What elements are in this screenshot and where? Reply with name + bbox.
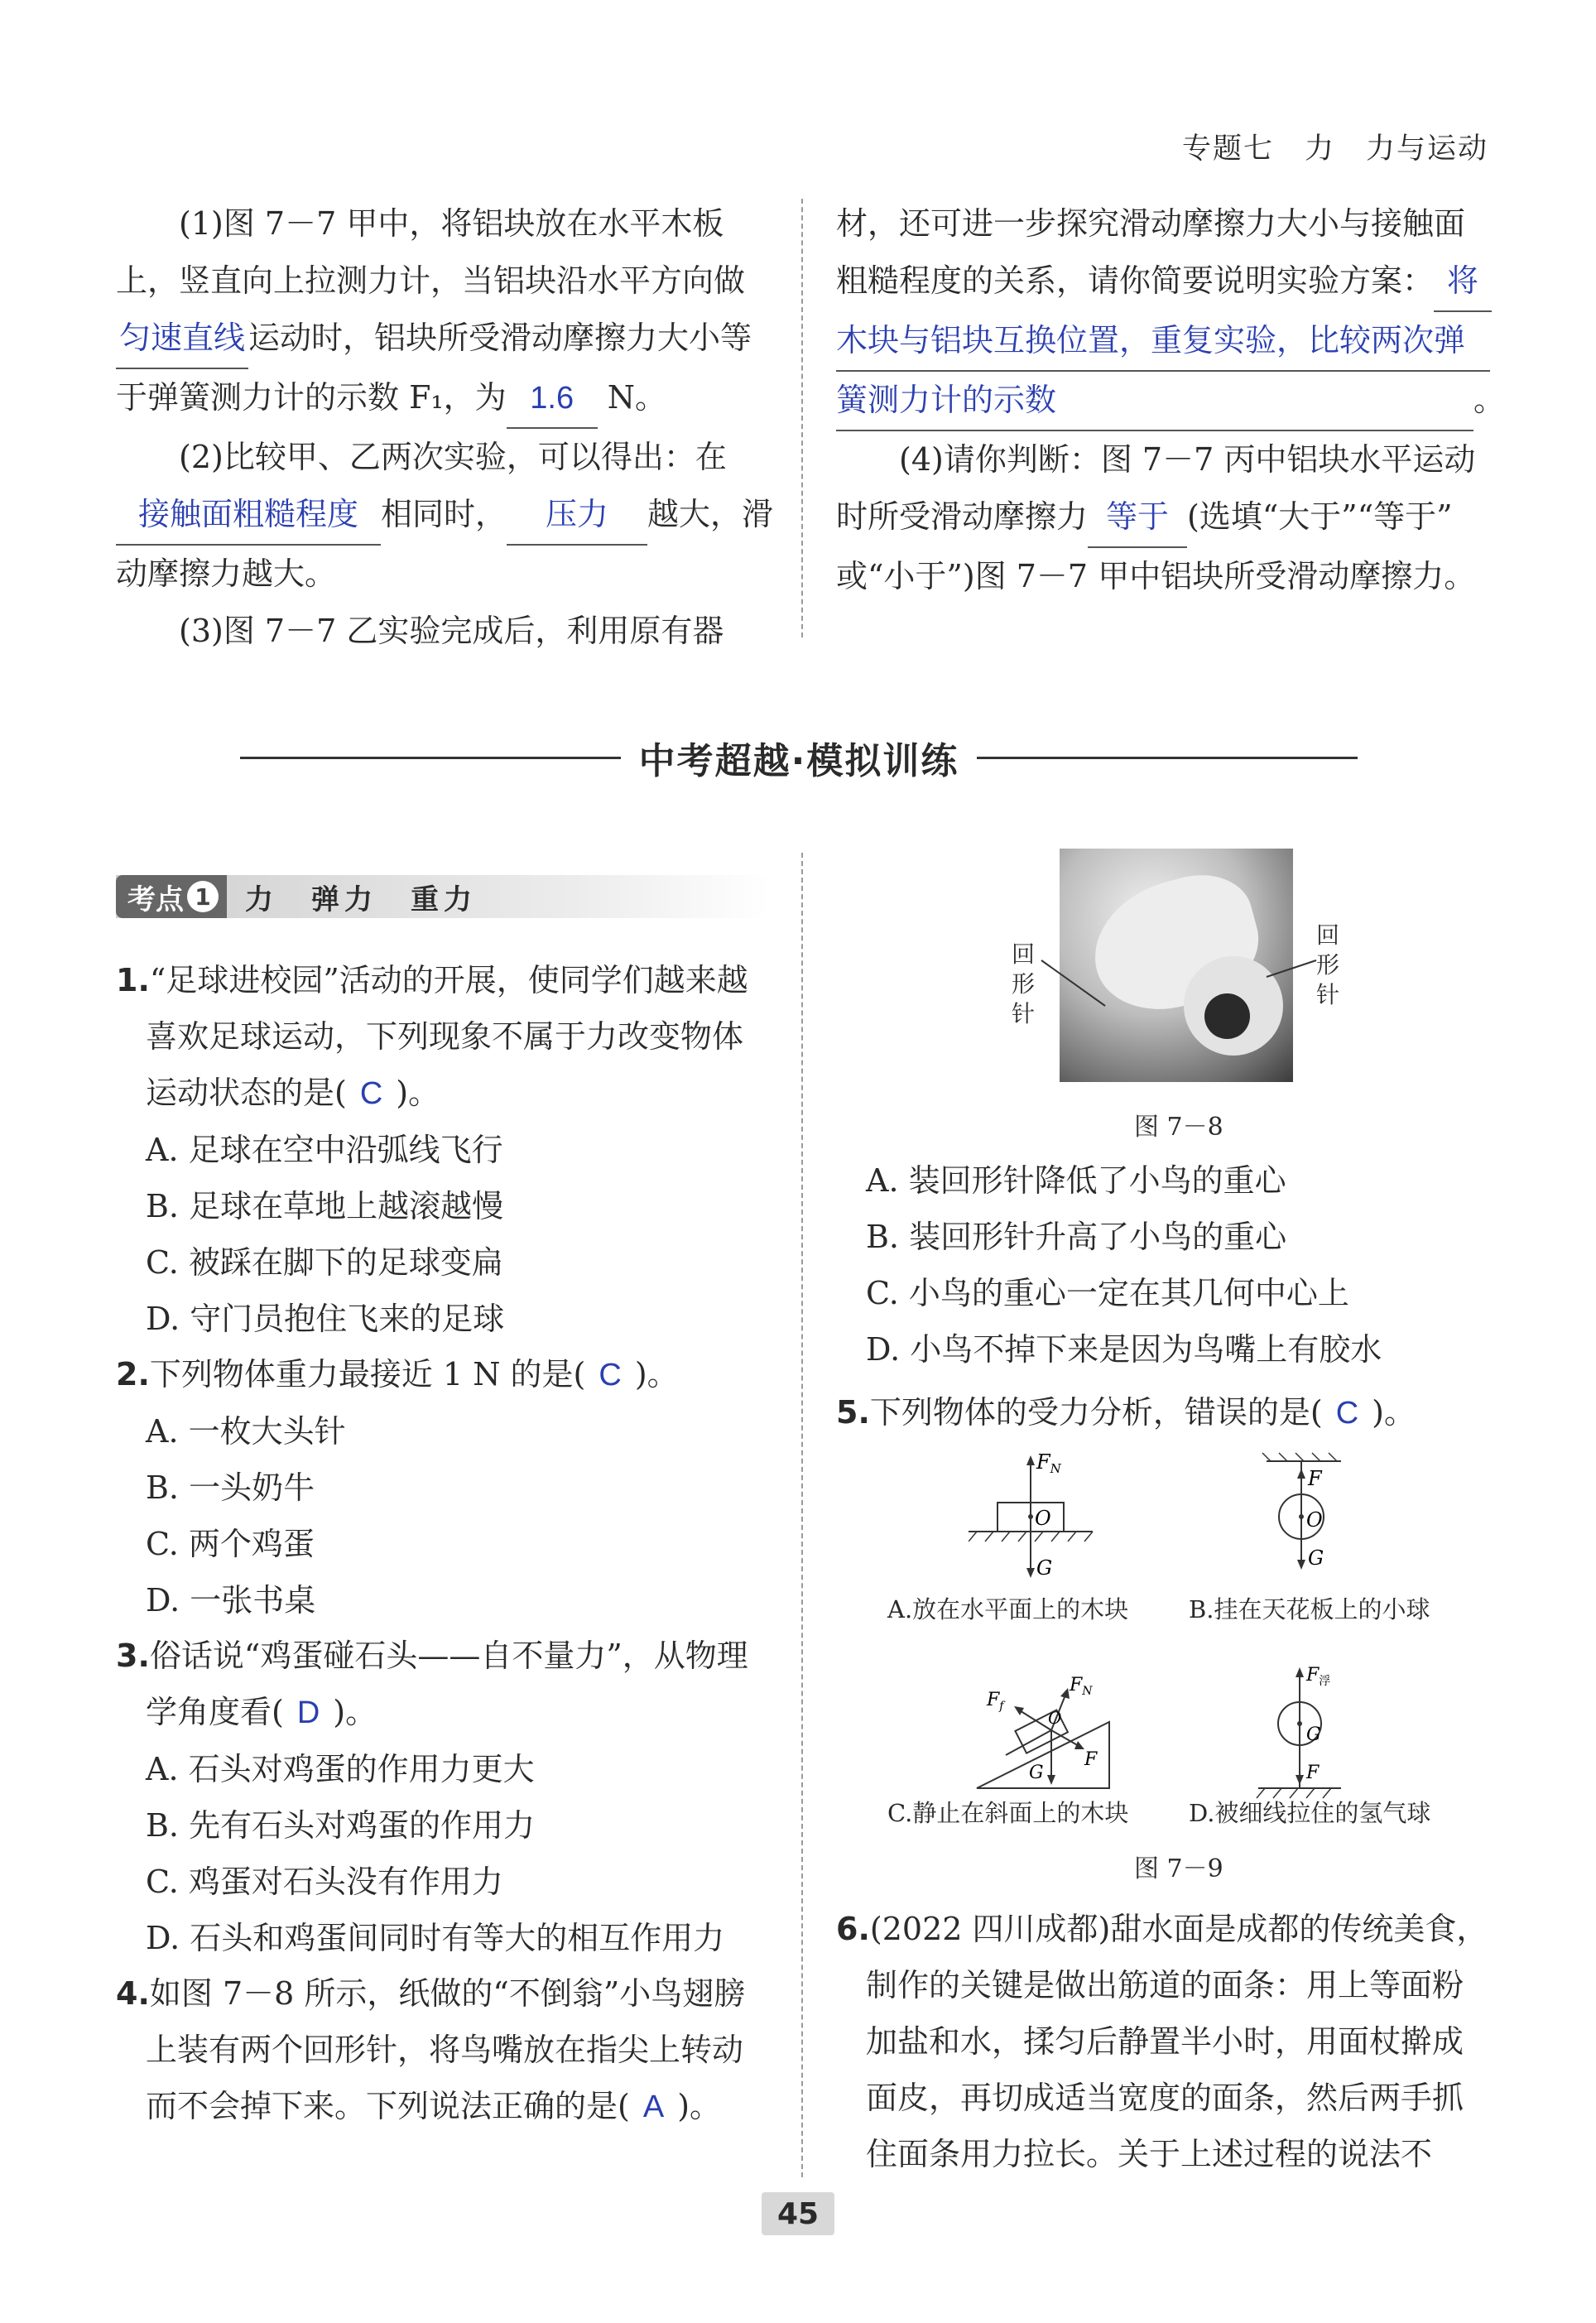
text-span: )。 xyxy=(1372,1394,1416,1431)
option-c: C. 鸡蛋对石头没有作用力 xyxy=(146,1864,503,1900)
answer-blank: 木块与铝块互换位置，重复实验，比较两次弹 xyxy=(836,313,1490,372)
text-span: )。 xyxy=(396,1075,440,1111)
option-b: B. 一头奶牛 xyxy=(146,1469,315,1506)
force-diagram-a xyxy=(969,1449,1101,1581)
top-left-column xyxy=(116,195,778,660)
text-line: (4)请你判断：图 7－7 丙中铝块水平运动 xyxy=(899,441,1476,478)
label-ff: $F_f$ xyxy=(987,1690,1004,1713)
answer-blank: 压力 xyxy=(507,487,647,546)
option-a: A. 一枚大头针 xyxy=(146,1413,346,1450)
q1-line xyxy=(116,1065,748,1122)
text-span: 俗话说“鸡蛋碰石头——自不量力”，从物理 xyxy=(149,1638,748,1674)
question-number: 6. xyxy=(836,1911,870,1947)
q1-line: 喜欢足球运动，下列现象不属于力改变物体 xyxy=(146,1018,744,1055)
text-line xyxy=(836,488,1498,548)
force-diagram-b xyxy=(1250,1449,1382,1581)
option-d: D. 守门员抱住飞来的足球 xyxy=(146,1301,505,1337)
q6-line xyxy=(836,1901,1488,1957)
q6-line: 住面条用力拉长。关于上述过程的说法不 xyxy=(866,2136,1433,2172)
text-line: 或“小于”)图 7－7 甲中铝块所受滑动摩擦力。 xyxy=(836,558,1476,594)
text-span: (选填“大于”“等于” xyxy=(1187,498,1453,535)
text-span: “足球进校园”活动的开展，使同学们越来越 xyxy=(149,962,748,998)
caption-c: C.静止在斜面上的木块 xyxy=(887,1799,1129,1827)
q6-line: 加盐和水，揉匀后静置半小时，用面杖擀成 xyxy=(866,2023,1464,2060)
figure-caption-7-8: 图 7－8 xyxy=(1134,1113,1223,1142)
option-c: C. 两个鸡蛋 xyxy=(146,1526,315,1562)
kaodian-title: 力 弹力 重力 xyxy=(245,883,477,916)
label-fn: $F_N$ xyxy=(1036,1450,1061,1476)
question-number: 3. xyxy=(116,1638,150,1674)
text-line: 材，还可进一步探究滑动摩擦力大小与接触面 xyxy=(836,205,1466,242)
text-span: 如图 7－8 所示，纸做的“不倒翁”小鸟翅膀 xyxy=(149,1975,746,2012)
answer-blank: 簧测力计的示数 xyxy=(836,373,1473,431)
page-number: 45 xyxy=(762,2192,834,2235)
q3-line xyxy=(116,1684,748,1741)
text-line xyxy=(836,312,1498,372)
text-span: 于弹簧测力计的示数 F₁，为 xyxy=(116,379,507,416)
q5-line xyxy=(836,1384,1416,1441)
label-f: F xyxy=(1306,1763,1320,1783)
text-line xyxy=(116,369,778,429)
question-4 xyxy=(116,1965,745,2135)
column-divider xyxy=(801,853,803,2177)
question-number: 1. xyxy=(116,962,150,998)
answer-choice: D xyxy=(296,1695,320,1730)
option-b: B. 装回形针升高了小鸟的重心 xyxy=(866,1219,1287,1255)
text-line xyxy=(836,372,1506,431)
label-o: O xyxy=(1306,1508,1323,1532)
option-c: C. 小鸟的重心一定在其几何中心上 xyxy=(866,1275,1349,1311)
q3-line xyxy=(116,1628,748,1684)
answer-blank: 匀速直线 xyxy=(116,310,248,369)
label-f: F xyxy=(1308,1467,1322,1490)
option-b: B. 足球在草地上越滚越慢 xyxy=(146,1188,504,1224)
question-4-options xyxy=(836,1152,1382,1378)
text-span: 运动时，铝块所受滑动摩擦力大小等 xyxy=(248,320,752,356)
answer-choice: C xyxy=(359,1076,383,1111)
text-line xyxy=(116,486,778,546)
label-g: G xyxy=(1036,1556,1053,1580)
label-o: O xyxy=(1035,1507,1051,1530)
q4-line xyxy=(116,1965,745,2022)
clip-pointer-lines xyxy=(1026,944,1341,1043)
text-span: 。 xyxy=(1473,382,1506,418)
text-line xyxy=(836,252,1498,312)
label-ffu: $F_浮$ xyxy=(1306,1665,1331,1688)
text-span: 相同时， xyxy=(381,496,507,532)
option-a: A. 石头对鸡蛋的作用力更大 xyxy=(146,1751,535,1787)
text-line: 上，竖直向上拉测力计，当铝块沿水平方向做 xyxy=(116,262,746,299)
text-line: (1)图 7－7 甲中，将铝块放在水平木板 xyxy=(179,205,724,242)
caption-d: D.被细线拉住的氢气球 xyxy=(1189,1799,1431,1827)
text-span: )。 xyxy=(333,1694,377,1730)
kaodian-bar xyxy=(116,875,770,918)
answer-choice: C xyxy=(1335,1396,1359,1431)
kaodian-number: 1 xyxy=(187,881,219,912)
answer-choice: A xyxy=(642,2090,665,2124)
label-o: O xyxy=(1048,1708,1062,1728)
text-line xyxy=(116,310,778,369)
question-3 xyxy=(116,1628,748,1966)
q1-line xyxy=(116,952,748,1008)
text-span: 而不会掉下来。下列说法正确的是( xyxy=(146,2088,630,2124)
figure-caption-7-9: 图 7－9 xyxy=(1134,1854,1223,1883)
label-fn: $F_N$ xyxy=(1070,1675,1093,1698)
option-d: D. 一张书桌 xyxy=(146,1582,316,1618)
title-rule-right xyxy=(977,757,1358,759)
text-span: )。 xyxy=(634,1356,679,1392)
top-right-column xyxy=(836,195,1506,605)
text-span: N。 xyxy=(607,379,667,416)
answer-blank: 等于 xyxy=(1088,489,1187,548)
text-span: 粗糙程度的关系，请你简要说明实验方案： xyxy=(836,262,1435,299)
q4-line: 上装有两个回形针，将鸟嘴放在指尖上转动 xyxy=(146,2032,744,2068)
caption-a: A.放在水平面上的木块 xyxy=(887,1595,1129,1623)
text-span: 学角度看( xyxy=(146,1694,284,1730)
option-c: C. 被踩在脚下的足球变扁 xyxy=(146,1244,503,1281)
answer-choice: C xyxy=(598,1358,622,1392)
title-rule-left xyxy=(240,757,621,759)
answer-blank: 1.6 xyxy=(507,370,598,429)
text-span: 越大，滑 xyxy=(647,496,774,532)
option-a: A. 足球在空中沿弧线飞行 xyxy=(146,1132,503,1168)
option-a: A. 装回形针降低了小鸟的重心 xyxy=(866,1162,1286,1199)
option-d: D. 石头和鸡蛋间同时有等大的相互作用力 xyxy=(146,1920,725,1956)
text-span: 运动状态的是( xyxy=(146,1075,347,1111)
force-diagram-d xyxy=(1242,1656,1374,1805)
question-number: 4. xyxy=(116,1975,150,2012)
option-b: B. 先有石头对鸡蛋的作用力 xyxy=(146,1807,536,1844)
kaodian-tag xyxy=(116,875,227,918)
question-number: 5. xyxy=(836,1394,870,1431)
text-span: (2022 四川成都)甜水面是成都的传统美食， xyxy=(869,1911,1488,1947)
q6-line: 面皮，再切成适当宽度的面条，然后两手抓 xyxy=(866,2080,1464,2116)
clip-label-left: 回形针 xyxy=(1012,940,1036,1027)
text-span: 下列物体的受力分析，错误的是( xyxy=(869,1394,1323,1431)
text-span: )。 xyxy=(677,2088,722,2124)
page-header: 专题七 力 力与运动 xyxy=(1181,132,1488,166)
question-number: 2. xyxy=(116,1356,150,1392)
text-span: 时所受滑动摩擦力 xyxy=(836,498,1089,535)
label-g: G xyxy=(1029,1763,1044,1783)
question-5 xyxy=(836,1384,1416,1441)
question-1 xyxy=(116,952,748,1347)
kaodian-label: 考点 xyxy=(127,883,184,916)
q2-line xyxy=(116,1346,679,1403)
text-line: 动摩擦力越大。 xyxy=(116,556,337,592)
answer-blank: 接触面粗糙程度 xyxy=(116,487,381,546)
label-f: F xyxy=(1084,1749,1098,1770)
text-line: (2)比较甲、乙两次实验，可以得出：在 xyxy=(179,439,727,475)
section-title xyxy=(240,729,1358,786)
label-g: G xyxy=(1306,1724,1321,1745)
column-divider xyxy=(801,199,803,637)
q6-line: 制作的关键是做出筋道的面条：用上等面粉 xyxy=(866,1967,1464,2003)
clip-label-right: 回形针 xyxy=(1316,921,1340,1008)
caption-b: B.挂在天花板上的小球 xyxy=(1189,1595,1430,1623)
force-diagram-c xyxy=(969,1664,1118,1805)
section-title-text: 中考超越·模拟训练 xyxy=(638,740,959,782)
label-g: G xyxy=(1308,1546,1324,1570)
q4-line xyxy=(116,2078,745,2135)
text-span: 下列物体重力最接近 1 N 的是( xyxy=(149,1356,586,1392)
question-6 xyxy=(836,1901,1488,2182)
answer-blank: 将 xyxy=(1434,253,1492,312)
question-2 xyxy=(116,1346,679,1628)
option-d: D. 小鸟不掉下来是因为鸟嘴上有胶水 xyxy=(866,1331,1382,1368)
text-line: (3)图 7－7 乙实验完成后，利用原有器 xyxy=(179,613,724,649)
